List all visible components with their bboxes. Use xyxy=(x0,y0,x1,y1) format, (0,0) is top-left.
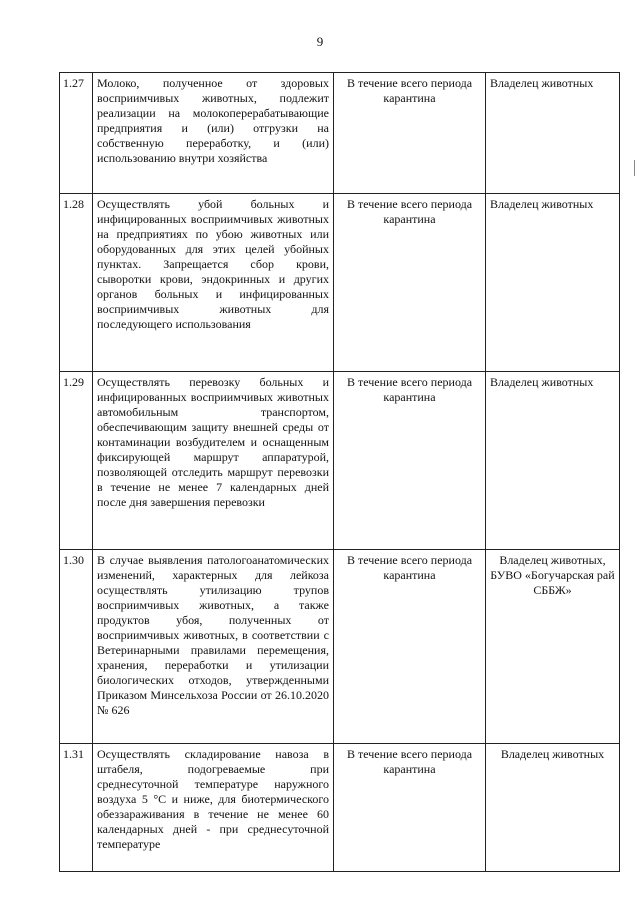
item-term: В течение всего периода карантина xyxy=(334,194,486,372)
scan-edge-mark xyxy=(634,160,638,176)
table-row xyxy=(60,372,620,550)
item-responsible: Владелец животных xyxy=(486,744,620,872)
item-responsible: Владелец животных xyxy=(486,73,620,194)
item-description: Осуществлять убой больных и инфицированных восприимчивых животных на предприятиях по убою животных или оборудованных для этих целей убойных пунктах. Запрещается сбор крови, сыворотки крови, эндокринных и других органов больных и инфицированных восприимчивых животных для последующего использования xyxy=(93,194,334,372)
item-description: В случае выявления патологоанатомических изменений, характерных для лейкоза осуществлять утилизацию трупов восприимчивых животных, а также продуктов убоя, полученных от восприимчивых животных, в соответствии с Ветеринарными правилами перемещения, хранения, переработки и утилизации биологических отходов, утвержденными Приказом Минсельхоза России от 26.10.2020 № 626 xyxy=(93,550,334,744)
table-row xyxy=(60,73,620,194)
measures-table xyxy=(59,72,620,872)
item-number: 1.29 xyxy=(60,372,93,550)
item-description: Молоко, полученное от здоровых восприимчивых животных, подлежит реализации на молокоперерабатывающие предприятия и (или) отгрузки на собственную переработку, и (или) использованию внутри хозяйства xyxy=(93,73,334,194)
item-term: В течение всего периода карантина xyxy=(334,744,486,872)
item-number: 1.30 xyxy=(60,550,93,744)
item-responsible: Владелец животных xyxy=(486,372,620,550)
item-term: В течение всего периода карантина xyxy=(334,550,486,744)
item-description: Осуществлять перевозку больных и инфицированных восприимчивых животных автомобильным транспортом, обеспечивающим защиту внешней среды от контаминации возбудителем и оснащенным фиксирующей маршрут аппаратурой, позволяющей отследить маршрут перевозки в течение не менее 7 календарных дней после дня завершения перевозки xyxy=(93,372,334,550)
item-term: В течение всего периода карантина xyxy=(334,372,486,550)
table-row xyxy=(60,744,620,872)
item-number: 1.31 xyxy=(60,744,93,872)
item-description: Осуществлять складирование навоза в штабеля, подогреваемые при среднесуточной температуре наружного воздуха 5 °С и ниже, для биотермического обеззараживания в течение не менее 60 календарных дней - при среднесуточной температуре xyxy=(93,744,334,872)
item-responsible: Владелец животных xyxy=(486,194,620,372)
item-responsible: Владелец животных, БУВО «Богучарская рай СББЖ» xyxy=(486,550,620,744)
item-number: 1.28 xyxy=(60,194,93,372)
table-row xyxy=(60,194,620,372)
page-number: 9 xyxy=(316,34,324,49)
item-term: В течение всего периода карантина xyxy=(334,73,486,194)
table-row xyxy=(60,550,620,744)
item-number: 1.27 xyxy=(60,73,93,194)
